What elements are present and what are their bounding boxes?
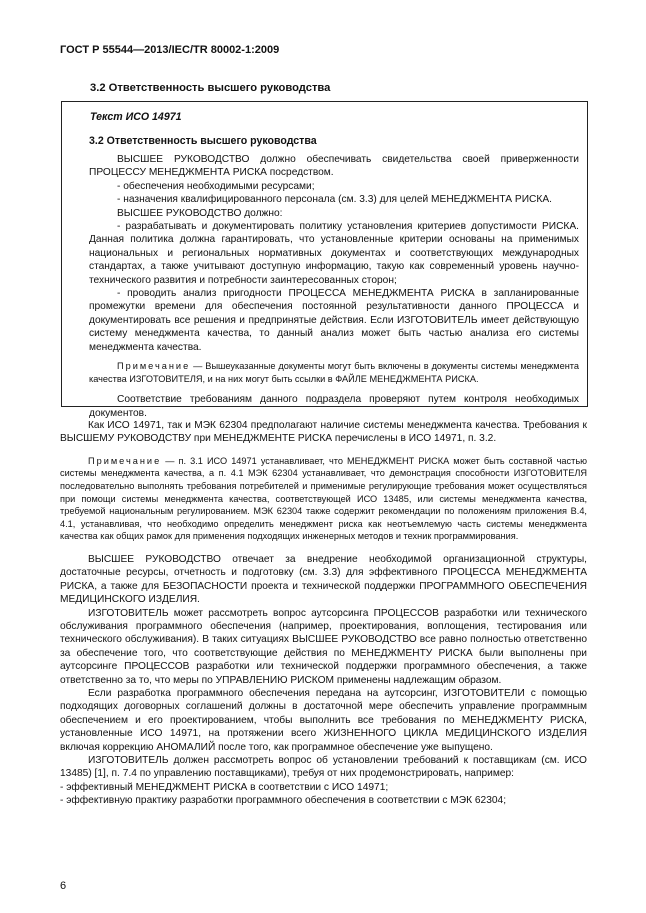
box-list-item: - назначения квалифицированного персонала (см. 3.3) для целей МЕНЕДЖМЕНТА РИСКА. [117, 194, 552, 206]
body-list-item: - эффективный МЕНЕДЖМЕНТ РИСКА в соответствии с ИСО 14971; [60, 781, 389, 793]
main-text [60, 419, 587, 808]
quoted-standard-box [61, 101, 588, 419]
box-subtitle: 3.2 Ответственность высшего руководства [89, 135, 317, 147]
box-paragraph: ВЫСШЕЕ РУКОВОДСТВО должно: [117, 207, 283, 219]
body-paragraph: ИЗГОТОВИТЕЛЬ должен рассмотреть вопрос об установлении требований к поставщикам (см. ИСО 13485) [1], п. 7.4 по управлению поставщиками), требуя от них продемонстрировать, например: [60, 755, 587, 780]
box-list-item: - обеспечения необходимыми ресурсами; [117, 180, 315, 192]
box-paragraph: - разрабатывать и документировать политику установления критериев допустимости РИСКА. Данная политика должна гарантировать, что установленные критерии основаны на применимых национальных и региональных нормативных документах и соответствующих международных стандартах, а также учитывают доступную информацию, такую как современный уровень научно-технического развития и потребности заинтересованных сторон; [89, 221, 579, 286]
box-paragraph: Соответствие требованиям данного подраздела проверяют путем контроля необходимых документов. [89, 394, 579, 419]
body-paragraph: Если разработка программного обеспечения передана на аутсорсинг, ИЗГОТОВИТЕЛИ с помощью подходящих договорных соглашений должны в достаточной мере обеспечить управление программным обеспечением и его проектированием, чтобы выполнить все требования по МЕНЕДЖМЕНТУ РИСКА, установленные ИСО 14971, на протяжении всего ЖИЗНЕННОГО ЦИКЛА МЕДИЦИНСКОГО ИЗДЕЛИЯ включая коррекцию АНОМАЛИЙ после того, как программное обеспечение уже выпущено. [60, 688, 587, 753]
body-paragraph: Как ИСО 14971, так и МЭК 62304 предполагают наличие системы менеджмента качества. Требования к ВЫСШЕМУ РУКОВОДСТВУ при МЕНЕДЖМЕНТЕ РИСКА перечислены в ИСО 14971, п. 3.2. [60, 420, 587, 445]
section-title: 3.2 Ответственность высшего руководства [90, 82, 331, 94]
body-paragraph: ИЗГОТОВИТЕЛЬ может рассмотреть вопрос аутсорсинга ПРОЦЕССОВ разработки или технического обслуживания программного обеспечения (например, проектирования, воплощения, тестирования или технического обслуживания). В таких ситуациях ВЫСШЕЕ РУКОВОДСТВО все равно полностью ответственно за обеспечение того, что соответствующие действия по МЕНЕДЖМЕНТУ РИСКА были выполнены при аутсорсинге ПРОЦЕССОВ разработки или технической поддержки программного обеспечения, а также ответственно за то, что меры по УПРАВЛЕНИЮ РИСКОМ применены надлежащим образом. [60, 607, 587, 686]
body-note [60, 455, 587, 543]
box-heading: Текст ИСО 14971 [90, 111, 182, 123]
note-text: — Вышеуказанные документы могут быть включены в документы системы менеджмента качества ИЗГОТОВИТЕЛЯ, и на них могут быть ссылки в ФАЙЛЕ МЕНЕДЖМЕНТА РИСКА. [89, 361, 579, 384]
body-list-item: - эффективную практику разработки программного обеспечения в соответствии с МЭК 62304; [60, 795, 507, 807]
document-header: ГОСТ Р 55544—2013/IEC/TR 80002-1:2009 [60, 44, 280, 56]
box-note [89, 360, 579, 385]
box-paragraph: - проводить анализ пригодности ПРОЦЕССА МЕНЕДЖМЕНТА РИСКА в запланированные промежутки времени для обеспечения постоянной результативности данного ПРОЦЕССА и документировать все решения и предпринятые действия. Если ИЗГОТОВИТЕЛЬ имеет действующую систему менеджмента качества, то данный анализ может быть частью анализа его системы менеджмента качества. [89, 288, 579, 353]
body-paragraph: ВЫСШЕЕ РУКОВОДСТВО отвечает за внедрение необходимой организационной структуры, достаточные ресурсы, отчетность и подготовку (см. 3.3) для эффективного ПРОЦЕССА МЕНЕДЖМЕНТА РИСКА, а также для БЕЗОПАСНОСТИ проекта и технической поддержки ПРОГРАММНОГО ОБЕСПЕЧЕНИЯ МЕДИЦИНСКОГО ИЗДЕЛИЯ. [60, 553, 587, 606]
box-paragraph: ВЫСШЕЕ РУКОВОДСТВО должно обеспечивать свидетельства своей приверженности ПРОЦЕССУ МЕНЕДЖМЕНТА РИСКА посредством. [89, 154, 579, 179]
note-text: — п. 3.1 ИСО 14971 устанавливает, что МЕНЕДЖМЕНТ РИСКА может быть составной частью системы менеджмента качества, а п. 4.1 МЭК 62304 устанавливает, что демонстрация способности ИЗГОТОВИТЕЛЯ последовательно выполнять требования потребителей и применимые регулирующие требования может осуществляться при помощи системы менеджмента качества, соответствующей ИСО 13485, или системы менеджмента качества, требуемой национальным регулированием. МЭК 62304 также содержит рекомендации по положениям приложения В.4, 4.1, устанавливая, что необходимо определить менеджмент риска как неотъемлемую часть системы менеджмента качества как общих рамок для применения подходящих инженерных методов и техник программирования. [60, 455, 588, 542]
page-number: 6 [60, 880, 67, 892]
box-text [89, 153, 579, 420]
note-label: Примечание [117, 361, 191, 372]
note-label: Примечание [88, 455, 162, 466]
